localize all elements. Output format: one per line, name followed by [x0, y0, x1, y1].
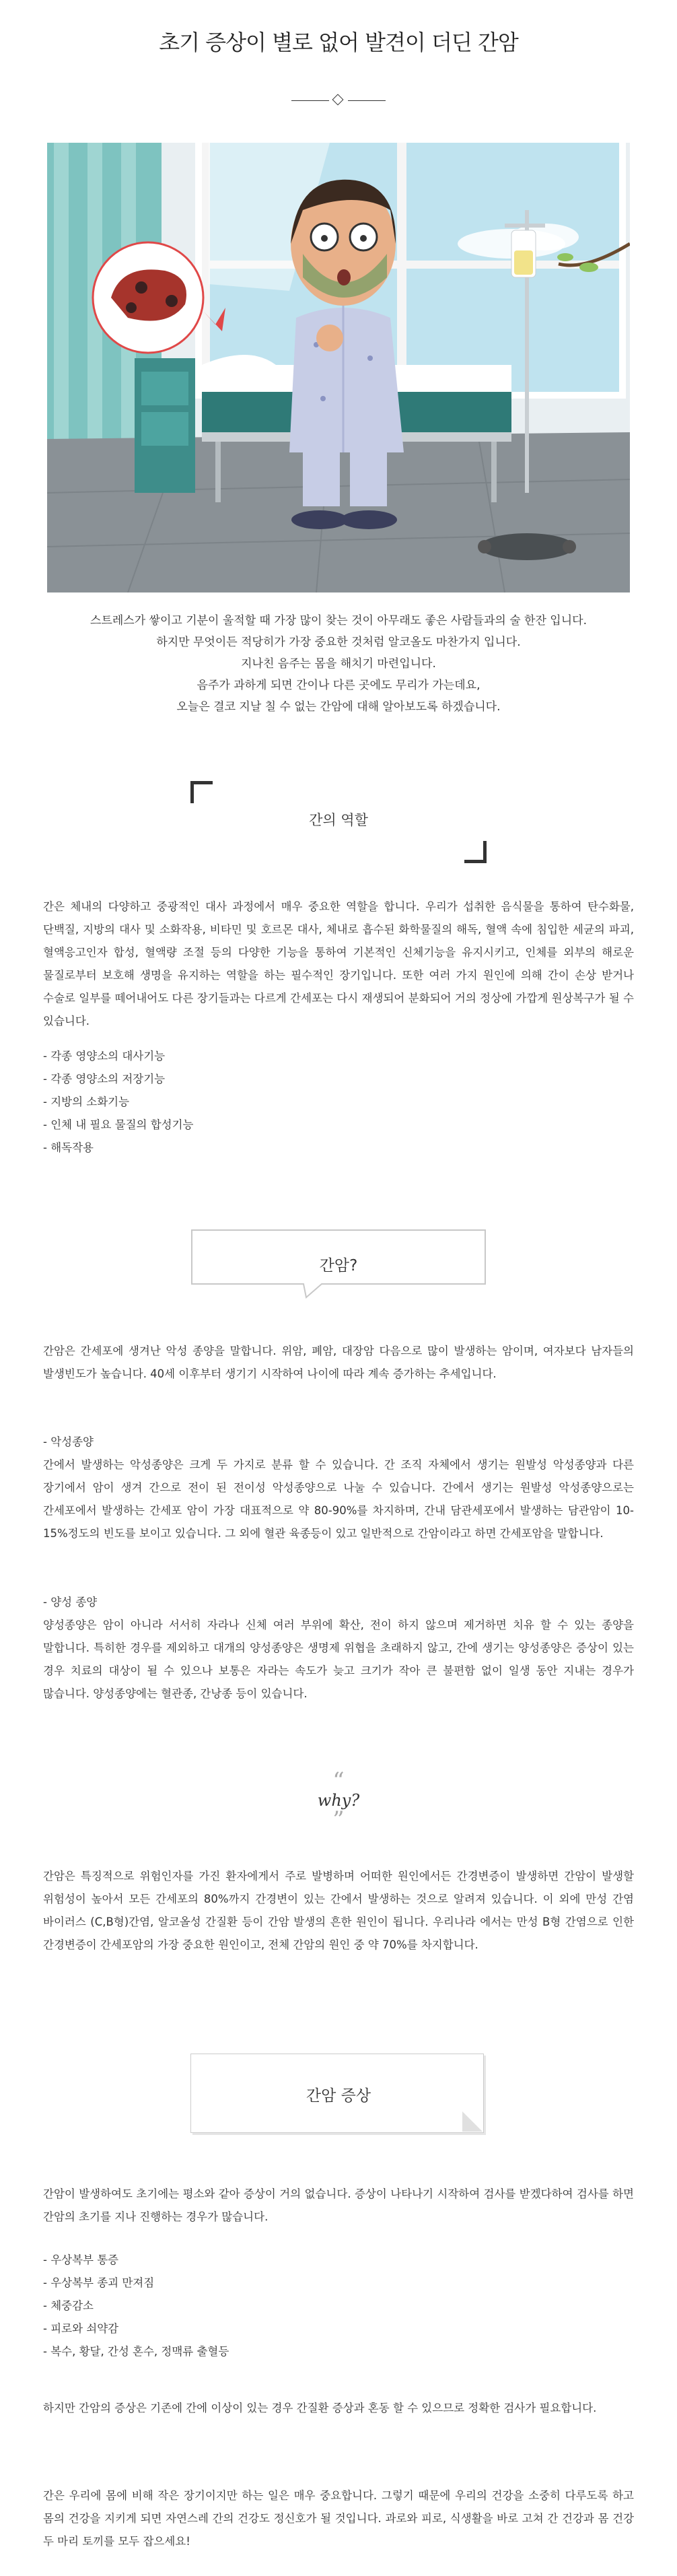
liver-cancer-intro: 간암은 간세포에 생겨난 악성 종양을 말합니다. 위암, 폐암, 대장암 다음으로 많이 발생하는 암이며, 여자보다 남자들의 발생빈도가 높습니다. 40세 이후부터 생기기 시작하여 나이에 따라 계속 증가하는 추세입니다. — [43, 1345, 634, 1380]
page-title: 초기 증상이 별로 없어 발견이 더딘 간암 — [159, 30, 518, 55]
quote-close-icon: ” — [332, 1806, 345, 1833]
symptom-heading-box — [190, 2054, 487, 2136]
liver-cancer-heading-box — [190, 1229, 487, 1299]
quote-open-icon: “ — [332, 1767, 345, 1794]
intro-line: 음주가 과하게 되면 간이나 다른 곳에도 무리가 가는데요, — [197, 679, 480, 692]
cause-text: 간암은 특징적으로 위험인자를 가진 환자에게서 주로 발병하며 어떠한 원인에서든 간경변증이 발생하면 간암이 발생할 위험성이 높아서 모든 간세포의 80%까지 간경변이 있는 간에서 발생하는 것으로 알려져 있습니다. 이 외에 만성 간염 바이러스 (C,B형)간염, 알코올성 간질환 등이 간암 발생의 흔한 원인이 됩니다. 우리나라 에서는 만성 B형 간염으로 인한 간경변증이 간세포암의 가장 중요한 원인이고, 전체 간암의 원인 중 약 70%를 차지합니다. — [43, 1870, 634, 1951]
list-item: - 각종 영양소의 대사기능 — [43, 1050, 166, 1062]
list-item: - 우상복부 종괴 만져짐 — [43, 2276, 155, 2289]
liver-function-list — [43, 1045, 634, 1159]
list-item: - 우상복부 통증 — [43, 2253, 119, 2266]
intro-line: 지나친 음주는 몸을 해치기 마련입니다. — [241, 657, 436, 671]
symptom-intro: 간암이 발생하여도 초기에는 평소와 같아 증상이 거의 없습니다. 증상이 나타나기 시작하여 검사를 받겠다하여 검사를 하면 간암의 초기를 지나 진행하는 경우가 많습니다. — [43, 2188, 634, 2223]
list-item: - 인체 내 필요 물질의 합성기능 — [43, 1118, 194, 1131]
page-fold — [462, 2111, 483, 2132]
symptom-note: 하지만 간암의 증상은 기존에 간에 이상이 있는 경우 간질환 증상과 혼동 할 수 있으므로 정확한 검사가 필요합니다. — [43, 2402, 597, 2414]
list-item: - 각종 영양소의 저장기능 — [43, 1073, 166, 1085]
malignant-text: 간에서 발생하는 악성종양은 크게 두 가지로 분류 할 수 있습니다. 간 조직 자체에서 생기는 원발성 악성종양과 다른 장기에서 암이 생겨 간으로 전이 된 전이성 악성종양으로 나눌 수 있습니다. 간에서 생기는 원발성 악성종양으로는 간세포에서 발생하는 간세포 암이 가장 대표적으로 약 80-90%를 차지하며, 간내 담관세포에서 발생하는 담관암이 10-15%정도의 빈도를 보이고 있습니다. 그 외에 혈관 육종등이 있고 일반적으로 간암이라고 하면 간세포암을 말합니다. — [43, 1458, 634, 1540]
corner-bracket — [190, 781, 213, 803]
section-heading: 간의 역할 — [309, 812, 368, 828]
closing-text: 간은 우리에 몸에 비해 작은 장기이지만 하는 일은 매우 중요합니다. 그렇기 때문에 우리의 건강을 소중히 다루도록 하고 몸의 건강을 지키게 되면 자연스레 간의 건강도 정신호가 될 것입니다. 과로와 피로, 식생활을 바로 고쳐 간 건강과 몸 건강 두 마리 토끼를 모두 잡으세요! — [43, 2489, 634, 2548]
hospital-illustration — [47, 143, 630, 592]
liver-role-text: 간은 체내의 다양하고 중광적인 대사 과정에서 매우 중요한 역할을 합니다. 우리가 섭취한 음식물을 통하여 탄수화물, 단백질, 지방의 대사 및 소화작용, 비타민 및 호르몬 대사, 체내로 흡수된 화학물질의 해독, 혈액 속에 침입한 세균의 파괴, 혈액응고인자 합성, 혈액량 조절 등의 다양한 기능을 통하여 기본적인 신체기능을 유지시키고, 인체를 외부의 해로운 물질로부터 보호해 생명을 유지하는 역할을 하는 필수적인 장기입니다. 또한 여러 가지 원인에 의해 간이 손상 받거나 수술로 일부를 떼어내어도 다른 장기들과는 다르게 간세포는 다시 재생되어 분화되어 거의 정상에 가깝게 원상복구가 될 수 있습니다. — [43, 900, 634, 1027]
section-heading: 간암 증상 — [306, 2087, 371, 2105]
list-item: - 피로와 쇠약감 — [43, 2322, 119, 2335]
list-item: - 지방의 소화기능 — [43, 1095, 130, 1108]
section-heading: 간암? — [319, 1257, 358, 1275]
intro-line: 스트레스가 쌓이고 기분이 울적할 때 가장 많이 찾는 것이 아무래도 좋은 사람들과의 술 한잔 입니다. — [90, 614, 587, 628]
malignant-label: - 악성종양 — [43, 1435, 94, 1448]
symptom-list — [43, 2249, 634, 2363]
liver-role-heading-box — [190, 781, 487, 863]
intro-text — [47, 610, 630, 718]
list-item: - 체중감소 — [43, 2299, 94, 2312]
list-item: - 해독작용 — [43, 1141, 94, 1154]
section-heading: why? — [317, 1791, 360, 1810]
list-item: - 복수, 황달, 간성 혼수, 정맥류 출혈등 — [43, 2345, 229, 2358]
why-heading — [305, 1767, 372, 1833]
intro-line: 하지만 무엇이든 적당히가 가장 중요한 것처럼 알코올도 마찬가지 입니다. — [156, 636, 521, 649]
title-divider — [291, 96, 386, 105]
intro-line: 오늘은 결코 지날 칠 수 없는 간암에 대해 알아보도록 하겠습니다. — [176, 700, 501, 714]
benign-text: 양성종양은 암이 아니라 서서히 자라나 신체 여러 부위에 확산, 전이 하지 않으며 제거하면 치유 할 수 있는 종양을 말합니다. 특히한 경우를 제외하고 대개의 양성종양은 생명제 위협을 초래하지 않고, 간에 생기는 양성종양은 증상이 있는 경우 치료의 대상이 될 수 있으나 보통은 자라는 속도가 늦고 크기가 작아 큰 불편함 없이 일생 동안 지내는 경우가 많습니다. 양성종양에는 혈관종, 간낭종 등이 있습니다. — [43, 1619, 634, 1700]
benign-label: - 양성 종양 — [43, 1596, 98, 1608]
corner-bracket — [464, 841, 487, 863]
